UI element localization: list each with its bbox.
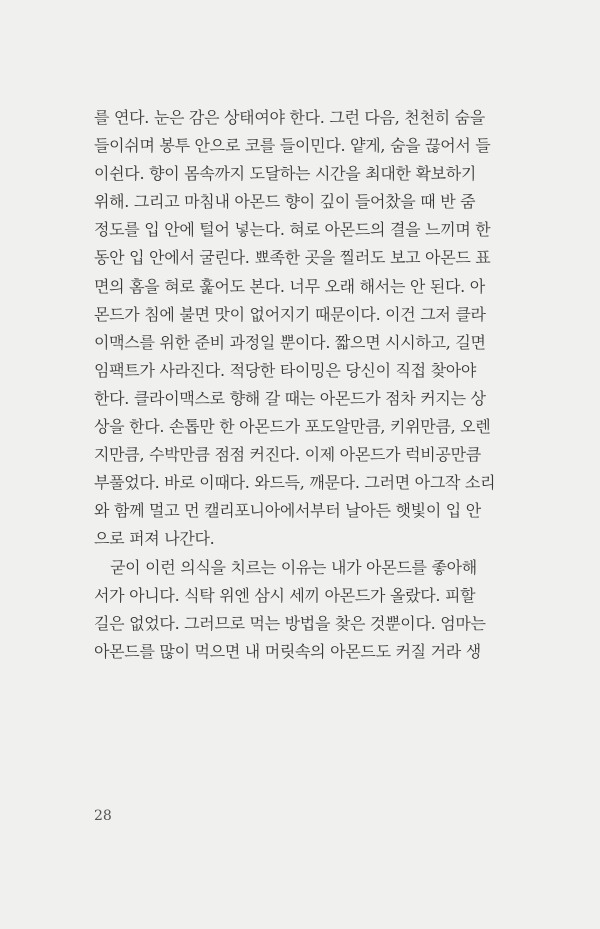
text-line: 이쉰다. 향이 몸속까지 도달하는 시간을 최대한 확보하기 [94,164,477,184]
text-line: 위해. 그리고 마침내 아몬드 향이 깊이 들어찼을 때 반 줌 [94,192,476,212]
text-line: 를 연다. 눈은 감은 상태여야 한다. 그런 다음, 천천히 숨을 [94,108,485,127]
text-line: 상을 한다. 손톱만 한 아몬드가 포도알만큼, 키위만큼, 오렌 [94,417,491,437]
text-line: 이맥스를 위한 준비 과정일 뿐이다. 짧으면 시시하고, 길면 [94,332,486,352]
text-line: 지만큼, 수박만큼 점점 커진다. 이제 아몬드가 럭비공만큼 [94,445,481,465]
text-line: 몬드가 침에 불면 맛이 없어지기 때문이다. 이건 그저 클라 [94,304,486,324]
page-number: 28 [94,808,112,824]
text-line: 동안 입 안에서 굴린다. 뾰족한 곳을 찔러도 보고 아몬드 표 [94,248,491,268]
text-line: 면의 홈을 혀로 훑어도 본다. 너무 오래 해서는 안 된다. 아 [94,276,485,296]
text-line: 부풀었다. 바로 이때다. 와드득, 깨문다. 그러면 아그작 소리 [94,473,496,493]
text-line: 길은 없었다. 그러므로 먹는 방법을 찾은 것뿐이다. 엄마는 [94,613,486,633]
text-line: 서가 아니다. 식탁 위엔 삼시 세끼 아몬드가 올랐다. 피할 [94,585,476,605]
text-line: 정도를 입 안에 털어 넣는다. 혀로 아몬드의 결을 느끼며 한 [94,220,491,240]
text-line: 와 함께 멀고 먼 캘리포니아에서부터 날아든 햇빛이 입 안 [94,501,481,521]
text-line: 아몬드를 많이 먹으면 내 머릿속의 아몬드도 커질 거라 생 [94,641,481,661]
body-text [94,104,526,666]
paragraph-start-line: 굳이 이런 의식을 치르는 이유는 내가 아몬드를 좋아해 [110,557,477,577]
text-line: 임팩트가 사라진다. 적당한 타이밍은 당신이 직접 찾아야 [94,360,477,380]
text-line: 한다. 클라이맥스로 향해 갈 때는 아몬드가 점차 커지는 상 [94,388,486,408]
text-line: 들이쉬며 봉투 안으로 코를 들이민다. 얕게, 숨을 끊어서 들 [94,136,491,156]
text-line: 으로 퍼져 나간다. [94,529,215,549]
